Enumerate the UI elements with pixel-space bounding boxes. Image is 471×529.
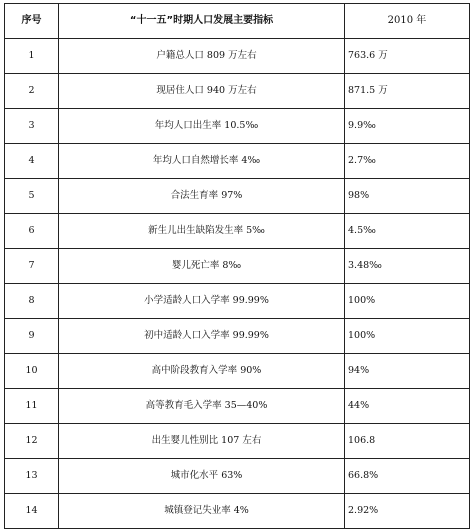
table-header-row <box>5 4 470 39</box>
row-value: 871.5 万 <box>345 74 470 109</box>
row-seq: 6 <box>5 214 59 249</box>
row-indicator: 年均人口自然增长率 4‰ <box>59 144 345 179</box>
row-seq: 4 <box>5 144 59 179</box>
table-row <box>5 214 470 249</box>
row-indicator: 城市化水平 63% <box>59 459 345 494</box>
row-seq: 13 <box>5 459 59 494</box>
table-row <box>5 354 470 389</box>
row-indicator: 高等教育毛入学率 35—40% <box>59 389 345 424</box>
row-value: 100% <box>345 284 470 319</box>
row-indicator: 小学适龄人口入学率 99.99% <box>59 284 345 319</box>
row-indicator: 合法生育率 97% <box>59 179 345 214</box>
row-value: 66.8% <box>345 459 470 494</box>
row-seq: 14 <box>5 494 59 529</box>
row-indicator: 城镇登记失业率 4% <box>59 494 345 529</box>
row-seq: 2 <box>5 74 59 109</box>
row-indicator: 出生婴儿性别比 107 左右 <box>59 424 345 459</box>
row-seq: 12 <box>5 424 59 459</box>
header-indicator: “十一五”时期人口发展主要指标 <box>59 4 345 39</box>
row-indicator: 现居住人口 940 万左右 <box>59 74 345 109</box>
row-indicator: 年均人口出生率 10.5‰ <box>59 109 345 144</box>
table-row <box>5 179 470 214</box>
row-seq: 9 <box>5 319 59 354</box>
row-value: 44% <box>345 389 470 424</box>
row-seq: 3 <box>5 109 59 144</box>
row-value: 4.5‰ <box>345 214 470 249</box>
row-seq: 11 <box>5 389 59 424</box>
table-row <box>5 319 470 354</box>
indicator-table-container <box>4 3 469 521</box>
table-row <box>5 389 470 424</box>
header-year: 2010 年 <box>345 4 470 39</box>
row-indicator: 新生儿出生缺陷发生率 5‰ <box>59 214 345 249</box>
row-indicator: 高中阶段教育入学率 90% <box>59 354 345 389</box>
row-indicator: 户籍总人口 809 万左右 <box>59 39 345 74</box>
header-seq: 序号 <box>5 4 59 39</box>
row-value: 9.9‰ <box>345 109 470 144</box>
table-row <box>5 424 470 459</box>
table-row <box>5 284 470 319</box>
row-value: 2.92% <box>345 494 470 529</box>
row-indicator: 初中适龄人口入学率 99.99% <box>59 319 345 354</box>
table-row <box>5 109 470 144</box>
row-value: 106.8 <box>345 424 470 459</box>
row-seq: 10 <box>5 354 59 389</box>
table-row <box>5 74 470 109</box>
table-row <box>5 144 470 179</box>
table-row <box>5 249 470 284</box>
table-row <box>5 459 470 494</box>
row-value: 98% <box>345 179 470 214</box>
row-value: 763.6 万 <box>345 39 470 74</box>
row-indicator: 婴儿死亡率 8‰ <box>59 249 345 284</box>
row-value: 2.7‰ <box>345 144 470 179</box>
table-row <box>5 39 470 74</box>
row-value: 3.48‰ <box>345 249 470 284</box>
population-indicator-table <box>4 3 470 529</box>
row-seq: 7 <box>5 249 59 284</box>
row-seq: 8 <box>5 284 59 319</box>
row-seq: 5 <box>5 179 59 214</box>
table-row <box>5 494 470 529</box>
row-seq: 1 <box>5 39 59 74</box>
row-value: 94% <box>345 354 470 389</box>
row-value: 100% <box>345 319 470 354</box>
